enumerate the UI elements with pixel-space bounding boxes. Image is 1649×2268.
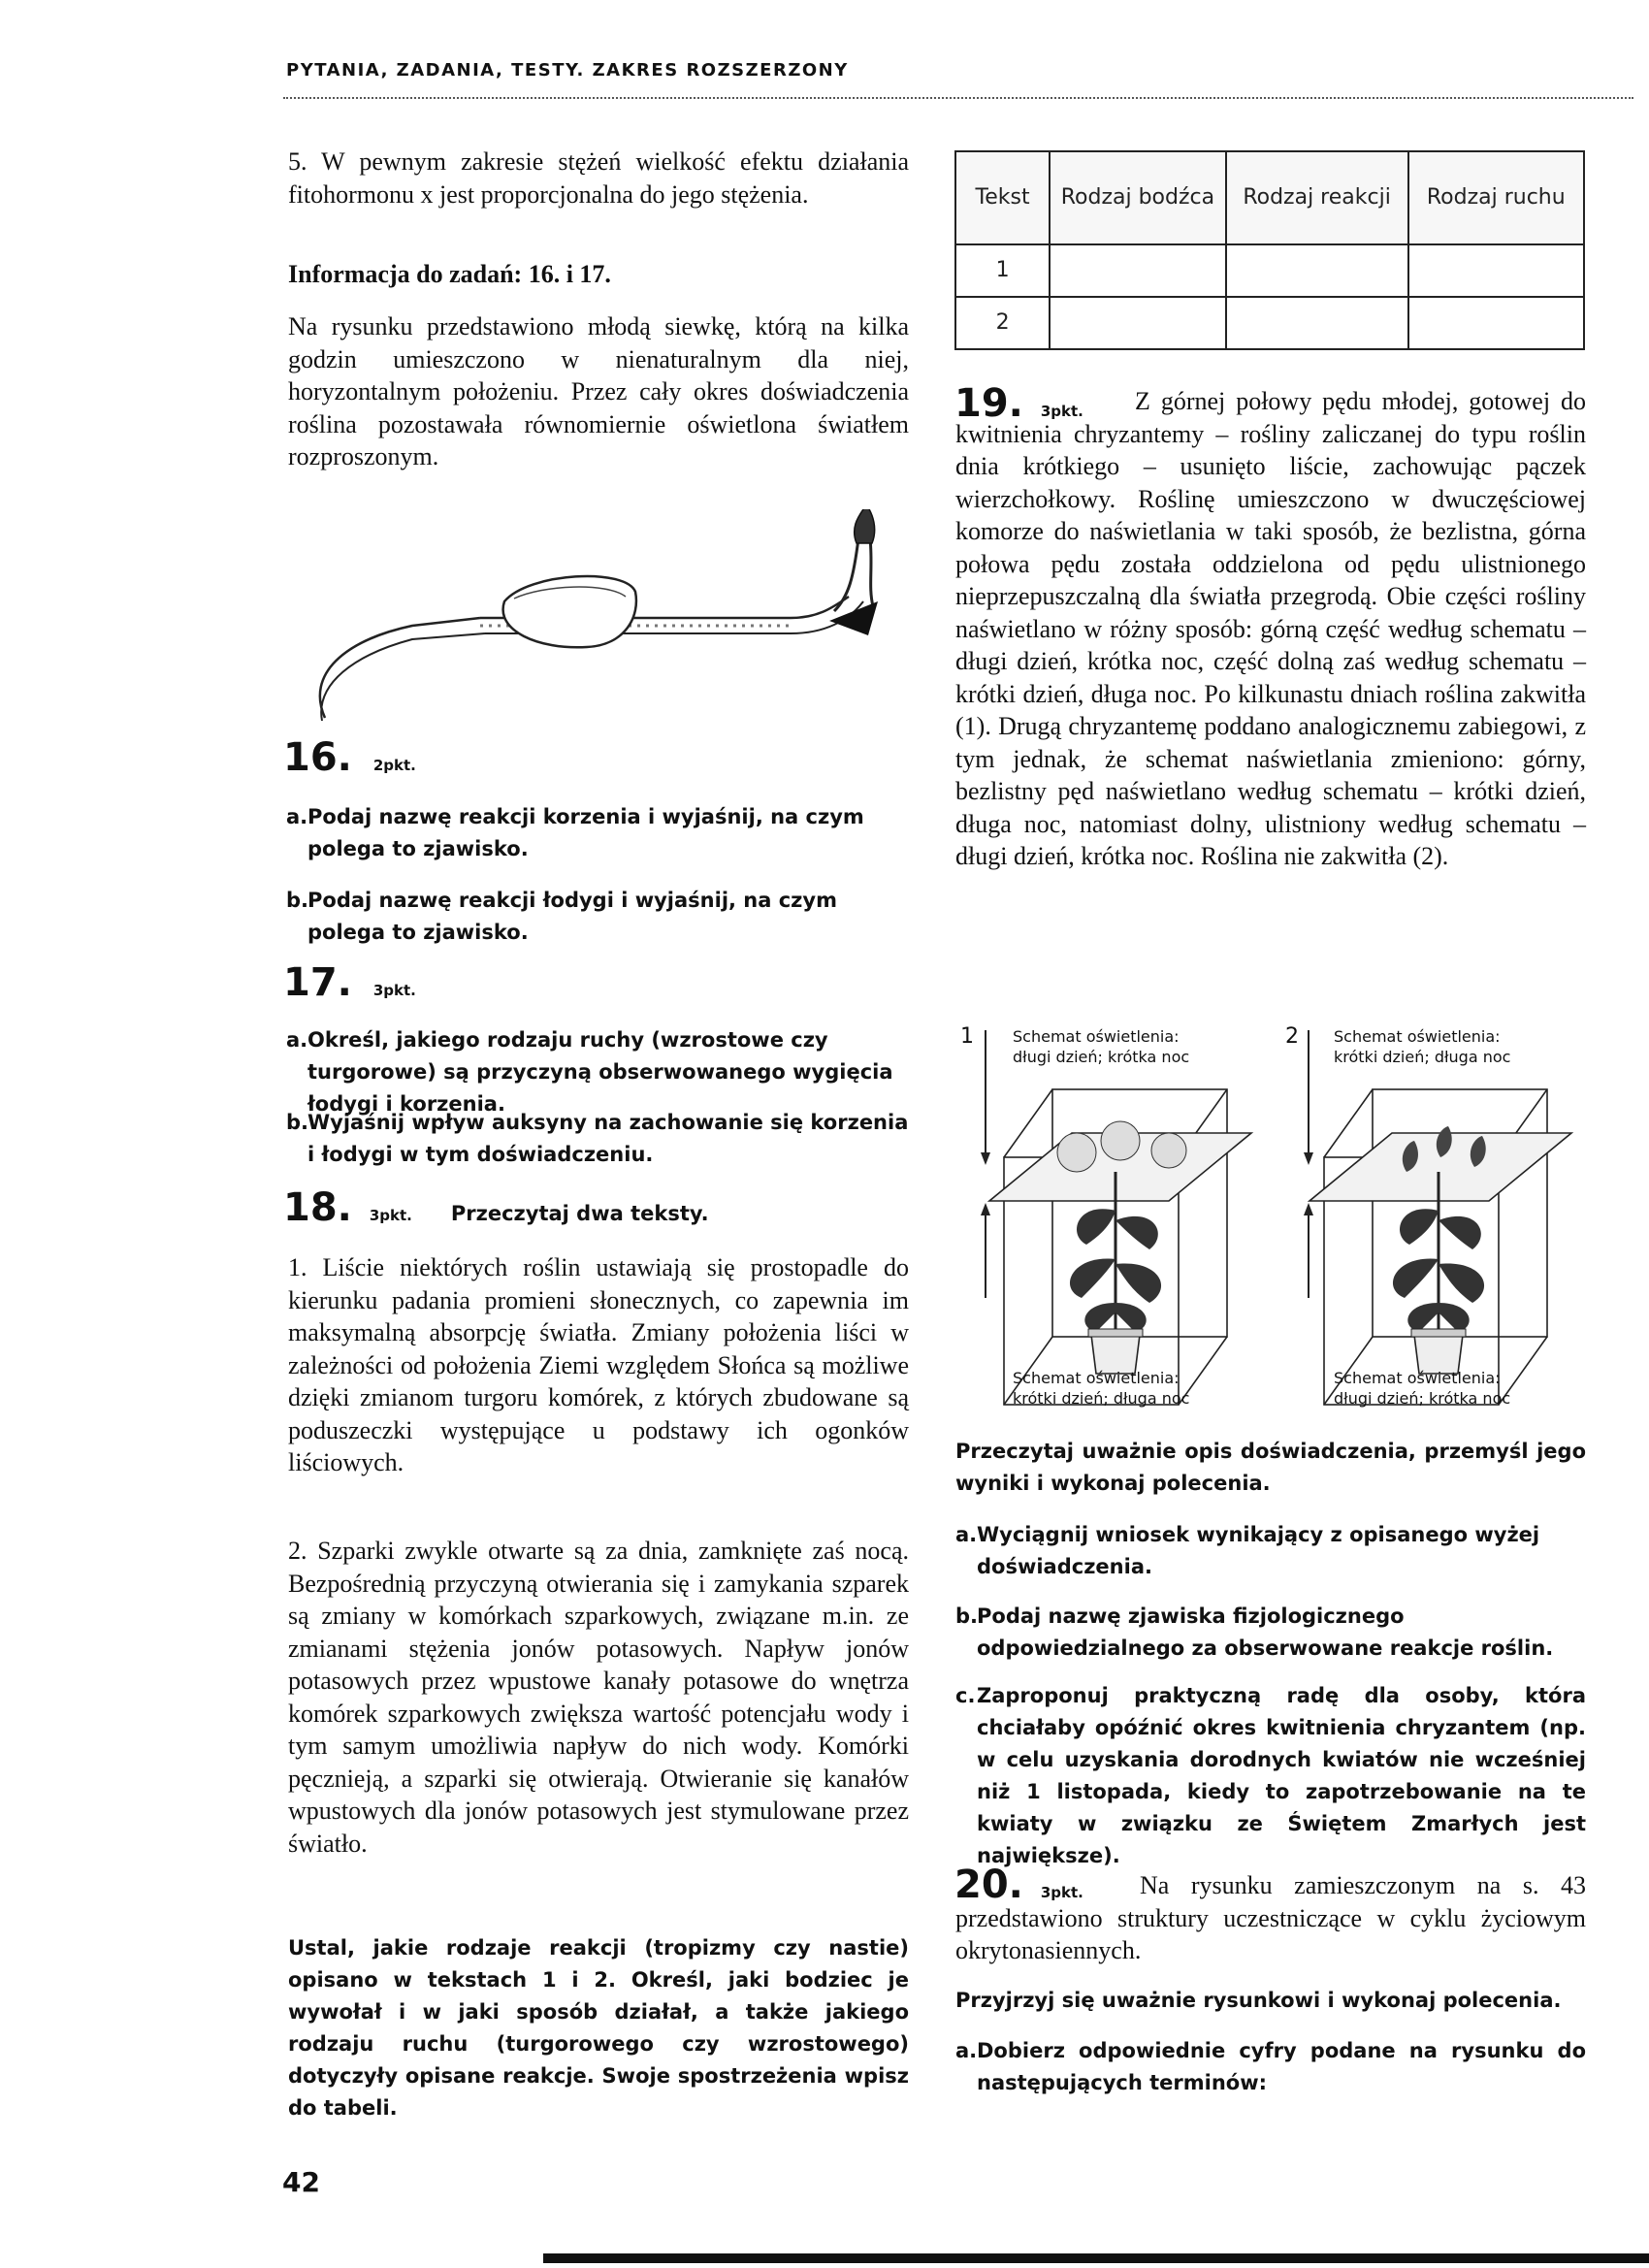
q18-number: 18. xyxy=(283,1185,352,1230)
diagram-2-number: 2 xyxy=(1285,1024,1299,1049)
diagram-1-top-label: Schemat oświetlenia: xyxy=(1013,1027,1180,1046)
q16-item-b xyxy=(286,885,912,949)
q16-points: 2pkt. xyxy=(372,757,416,774)
table-cell: 1 xyxy=(955,244,1050,297)
diagram-2-top-value: krótki dzień; długa noc xyxy=(1334,1048,1511,1066)
diagram-1-number: 1 xyxy=(960,1024,974,1049)
diagram-2-top-label: Schemat oświetlenia: xyxy=(1334,1027,1501,1046)
q19-points: 3pkt. xyxy=(1040,403,1083,420)
table-header-reaction: Rodzaj reakcji xyxy=(1226,151,1408,244)
q17-number: 17. xyxy=(283,960,352,1005)
q20-item-a xyxy=(955,2035,1586,2099)
q17-b-text: Wyjaśnij wpływ auksyny na zachowanie się korzenia i łodygi w tym doświadczeniu. xyxy=(307,1111,909,1166)
scan-edge xyxy=(543,2253,1649,2263)
q16-b-text: Podaj nazwę reakcji łodygi i wyjaśnij, na czym polega to zjawisko. xyxy=(307,889,837,944)
running-header: PYTANIA, ZADANIA, TESTY. ZAKRES ROZSZERZONY xyxy=(286,60,849,81)
diagram-2-bottom-value: długi dzień; krótka noc xyxy=(1334,1389,1511,1408)
q19-c-label: c. xyxy=(955,1684,976,1707)
q18-text-1: 1. Liście niektórych roślin ustawiają się prostopadle do kierunku padania promieni słonecznych, co zapewnia im maksymalną absorpcję światła. Zmiany położenia liści w zależności od położenia Ziemi względem Słońca są możliwe dzięki zmianom turgoru komórek, z których zbudowane są poduszeczki występujące u podstawy ich ogonków liściowych. xyxy=(288,1253,909,1476)
q17-a-text: Określ, jakiego rodzaju ruchy (wzrostowe czy turgorowe) są przyczyną obserwowanego wygięcia łodygi i korzenia. xyxy=(307,1028,893,1116)
q19-intro: Przeczytaj uważnie opis doświadczenia, przemyśl jego wyniki i wykonaj polecenia. xyxy=(955,1440,1586,1495)
q20-a-label: a. xyxy=(955,2039,978,2062)
q19-text: Z górnej połowy pędu młodej, gotowej do kwitnienia chryzantemy – rośliny zaliczanej do typu roślin dnia krótkiego – usunięto liście, zachowując pączek wierzchołkowy. Roślinę umieszczono w dwuczęściowej komorze do naświetlania w taki sposób, że bezlistna, górna połowa pędu została oddzielona od pędu ulistnionego nieprzepuszczalną dla światła przegrodą. Obie części rośliny naświetlano w różny sposób: górną część według schematu – długi dzień, krótka noc, część dolną zaś według schematu – krótki dzień, długa noc. Po kilkunastu dniach roślina zakwitła (1). Drugą chryzantemę poddano analogicznemu zabiegowi, z tym jednak, że schemat naświetlania zmieniono: górny, bezlistny pęd naświetlano według schematu – krótki dzień, długa noc, natomiast dolny, ulistniony według schematu – długi dzień, krótka noc. Roślina nie zakwitła (2). xyxy=(955,387,1586,870)
q16-item-a xyxy=(286,801,912,865)
q17-a-label: a. xyxy=(286,1028,308,1052)
table-cell[interactable] xyxy=(1226,244,1408,297)
diagram-1-chamber xyxy=(960,1026,1271,1424)
seedling-figure xyxy=(306,509,888,732)
q17-item-b xyxy=(286,1107,912,1171)
q19-item-a xyxy=(955,1519,1586,1583)
info-text: Na rysunku przedstawiono młodą siewkę, którą na kilka godzin umieszczono w nienaturalnym dla niej, horyzontalnym położeniu. Przez cały okres doświadczenia roślina pozostawała równomiernie oświetlona światłem rozproszonym. xyxy=(288,312,909,470)
q16-a-text: Podaj nazwę reakcji korzenia i wyjaśnij, na czym polega to zjawisko. xyxy=(307,805,864,860)
table-cell[interactable] xyxy=(1050,244,1225,297)
table-header-text: Tekst xyxy=(955,151,1050,244)
diagram-2-bottom-label: Schemat oświetlenia: xyxy=(1334,1369,1501,1387)
table-header-stimulus: Rodzaj bodźca xyxy=(1050,151,1225,244)
paragraph-5: 5. W pewnym zakresie stężeń wielkość efektu działania fitohormonu x jest proporcjonalna do jego stężenia. xyxy=(288,147,909,209)
q19-number: 19. xyxy=(954,381,1023,426)
q16-a-label: a. xyxy=(286,805,308,828)
q16-b-label: b. xyxy=(286,889,309,912)
table-cell[interactable] xyxy=(1408,297,1584,349)
q20-points: 3pkt. xyxy=(1040,1884,1083,1901)
table-cell[interactable] xyxy=(1408,244,1584,297)
diagram-1-bottom-label: Schemat oświetlenia: xyxy=(1013,1369,1180,1387)
q19-a-label: a. xyxy=(955,1523,978,1546)
q19-a-text: Wyciągnij wniosek wynikający z opisanego wyżej doświadczenia. xyxy=(977,1523,1540,1578)
table-header-movement: Rodzaj ruchu xyxy=(1408,151,1584,244)
q17-points: 3pkt. xyxy=(372,982,416,999)
table-cell[interactable] xyxy=(1050,297,1225,349)
q18-text-2: 2. Szparki zwykle otwarte są za dnia, zamknięte zaś nocą. Bezpośrednią przyczyną otwierania się i zamykania szparek są zmiany w komórkach szparkowych, związane m.in. ze zmianami stężenia jonów potasowych. Napływ jonów potasowych przez wpustowe kanały potasowe do wnętrza komórek szparkowych zwiększa wartość potencjału wody i tym samym umożliwia napływ do nich wody. Komórki pęcznieją, a szparki się otwierają. Otwieranie się kanałów wpustowych dla jonów potasowych jest stymulowane przez światło. xyxy=(288,1537,909,1858)
diagram-1-bottom-value: krótki dzień; długa noc xyxy=(1013,1389,1190,1408)
q19-b-label: b. xyxy=(955,1604,979,1628)
diagram-2-chamber xyxy=(1285,1026,1596,1424)
header-rule xyxy=(283,97,1633,99)
page-number: 42 xyxy=(282,2166,320,2198)
q18-points: 3pkt. xyxy=(369,1207,412,1224)
q17-b-label: b. xyxy=(286,1111,309,1134)
diagram-1 xyxy=(960,1026,1271,1424)
answer-table xyxy=(954,150,1585,350)
q19-b-text: Podaj nazwę zjawiska fizjologicznego odpowiedzialnego za obserwowane reakcje roślin. xyxy=(977,1604,1554,1660)
diagram-1-top-value: długi dzień; krótka noc xyxy=(1013,1048,1190,1066)
q20-number: 20. xyxy=(954,1863,1023,1907)
q19-c-text: Zaproponuj praktyczną radę dla osoby, która chciałaby opóźnić okres kwitnienia chryzantem (np. w celu uzyskania dorodnych kwiatów nie wcześniej niż 1 listopada, kiedy to zapotrzebowanie na te kwiaty w związku ze Świętem Zmarłych jest największe). xyxy=(977,1684,1586,1867)
q19-item-b xyxy=(955,1601,1586,1665)
q18-intro: Przeczytaj dwa teksty. xyxy=(450,1202,709,1225)
q16-number: 16. xyxy=(283,735,352,780)
table-cell: 2 xyxy=(955,297,1050,349)
q20-a-text: Dobierz odpowiednie cyfry podane na rysunku do następujących terminów: xyxy=(977,2039,1586,2094)
info-heading: Informacja do zadań: 16. i 17. xyxy=(288,260,611,288)
q19-item-c xyxy=(955,1680,1586,1872)
q20-text: Na rysunku zamieszczonym na s. 43 przedstawiono struktury uczestniczące w cyklu życiowym okrytonasiennych. xyxy=(955,1871,1586,1964)
diagram-2 xyxy=(1285,1026,1596,1424)
q20-intro: Przyjrzyj się uważnie rysunkowi i wykonaj polecenia. xyxy=(955,1989,1562,2012)
table-cell[interactable] xyxy=(1226,297,1408,349)
q18-task: Ustal, jakie rodzaje reakcji (tropizmy czy nastie) opisano w tekstach 1 i 2. Określ, jaki bodziec je wywołał i w jaki sposób działał, a także jakiego rodzaju ruchu (turgorowego czy wzrostowego) dotyczyły opisane reakcje. Swoje spostrzeżenia wpisz do tabeli. xyxy=(288,1936,909,2120)
